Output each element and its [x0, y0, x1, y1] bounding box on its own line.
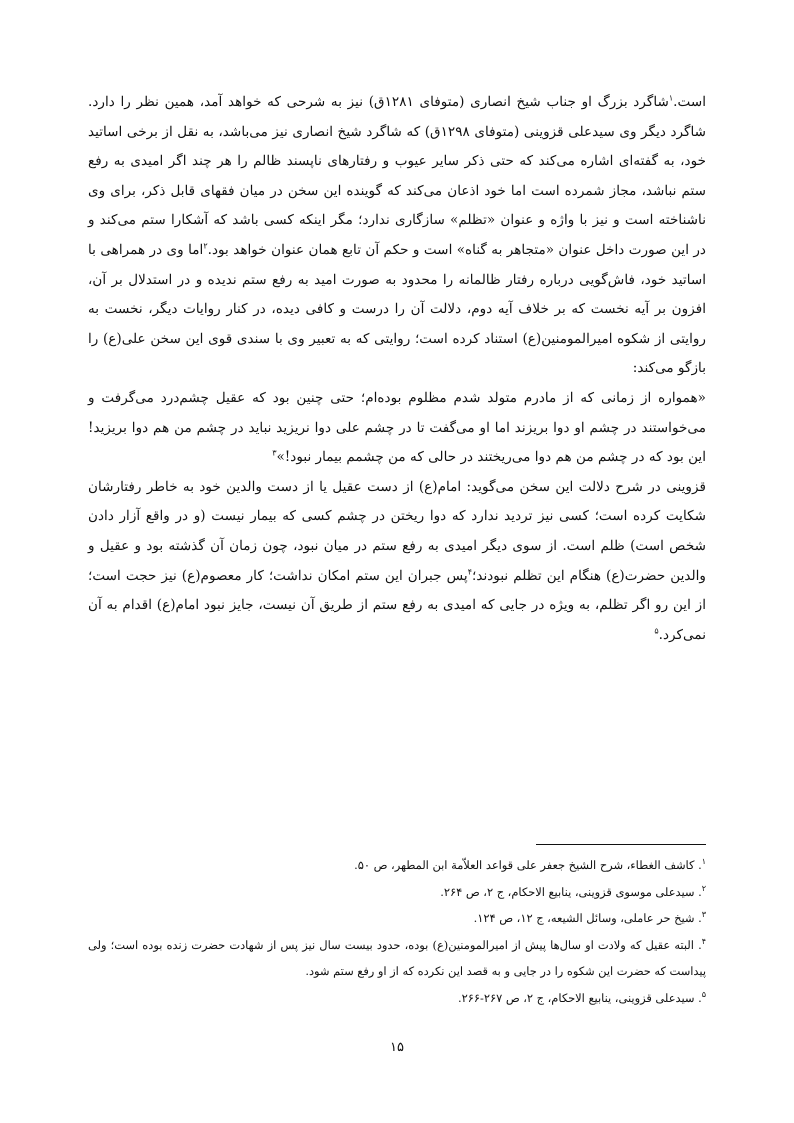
footnote-separator	[536, 844, 706, 845]
paragraph-text: است.	[673, 94, 707, 110]
body-paragraph	[88, 473, 706, 651]
body-paragraph	[88, 88, 706, 384]
paragraph-text: اما وی در همراهی با اساتید خود، فاش‌گویی درباره رفتار ظالمانه را محدود به صورت امید به رفع ستم ندیده و در استدلال بر آن، افزون بر آیه نخست که بر خلاف آیه دوم، دلالت آن را درست و کافی دیده، در کنار روایات دیگر، نخست به روایتی از شکوه امیرالمومنین(ع) استناد کرده است؛ روایتی که به تعبیر وی با سندی قوی این سخن علی(ع) را بازگو می‌کند:	[88, 241, 706, 377]
footnote-marker[interactable]: ۳	[272, 448, 277, 458]
body-paragraph	[88, 384, 706, 473]
footnote-text: . البته عقیل که ولادت او سال‌ها پیش از امیرالمومنین(ع) بوده، حدود بیست سال نیز پس از شهادت حضرت زنده بوده است؛ ولی پیداست که حضرت این شکوه را در جایی و به قصد این نکرده که از او رفع ستم شود.	[88, 937, 706, 979]
footnote-text: . کاشف الغطاء، شرح الشیخ جعفر علی قواعد العلاّمة ابن المطهر، ص ۵۰.	[354, 858, 702, 872]
footnote-marker[interactable]: ۴	[467, 566, 472, 576]
footnote-marker[interactable]: ۲	[203, 241, 208, 251]
footnote-item	[88, 852, 706, 879]
footnote-number: ۱	[701, 857, 706, 867]
footnote-item	[88, 905, 706, 932]
footnote-number: ۳	[701, 910, 706, 920]
body-text	[88, 88, 706, 650]
footnote-text: . سیدعلی موسوی قزوینی، ینابیع الاحکام، ج ۲، ص ۲۶۴.	[440, 884, 702, 899]
footnote-marker[interactable]: ۱	[668, 93, 674, 103]
paragraph-text: شاگرد بزرگ او جناب شیخ انصاری (متوفای ۱۲۸۱ق) نیز به شرحی که خواهد آمد، همین نظر را دارد. شاگرد دیگر وی سیدعلی قزوینی (متوفای ۱۲۹۸ق) که شاگرد شیخ انصاری نیز می‌باشد، به نقل از برخی اساتید خود، به گفته‌ای اشاره می‌کند که حتی ذکر سایر عیوب و رفتارهای ناپسند ظالم را هر چند اگر امیدی به رفع ستم نباشد، مجاز شمرده است اما خود اذعان می‌کند که گوینده این سخن در میان فقهای قابل ذکر، برای وی ناشناخته است و نیز با واژه و عنوان «تظلم» سازگاری ندارد؛ مگر اینکه کسی باشد که آشکارا ستم می‌کند و در این صورت داخل عنوان «متجاهر به گناه» است و حکم آن تابع همان عنوان خواهد بود.	[88, 94, 707, 258]
document-page	[88, 88, 706, 650]
footnote-number: ۴	[701, 936, 706, 946]
paragraph-text: پس جبران این ستم امکان نداشت؛ کار معصوم(ع) نیز حجت است؛ از این رو اگر تظلم، به ویژه در جایی که امیدی به رفع ستم از طریق آن نیست، جایز نبود امام(ع) اقدام به آن نمی‌کرد.	[88, 567, 706, 643]
paragraph-text: قزوینی در شرح دلالت این سخن می‌گوید: امام(ع) از دست عقیل یا از دست والدین خود به خاطر رفتارشان شکایت کرده است؛ کسی نیز تردید ندارد که دوا ریختن در چشم کسی که بیمار نیست (و در واقع آزار دادن شخص است) ظلم است. از سوی دیگر امیدی به رفع ستم در میان نبود، چون زمان آن گذشته بود و عقیل و والدین حضرت(ع) هنگام این تظلم نبودند؛	[88, 478, 706, 584]
footnote-marker[interactable]: ۵	[654, 626, 659, 636]
footnote-item	[88, 932, 706, 985]
page-number: ۱۵	[390, 1040, 404, 1055]
footnotes	[88, 852, 706, 1012]
footnote-item	[88, 985, 706, 1012]
footnote-item	[88, 879, 706, 906]
footnote-number: ۲	[701, 883, 706, 893]
paragraph-text: «همواره از زمانی که از مادرم متولد شدم مظلوم بوده‌ام؛ حتی چنین بود که عقیل چشم‌درد می‌گرفت و می‌خواستند در چشم او دوا بریزند اما او می‌گفت تا در چشم علی دوا نریزید نباید در چشم من هم دوا بریزید! این بود که در چشم من هم دوا می‌ریختند در حالی که من چشمم بیمار نبود!»	[88, 389, 706, 466]
footnote-number: ۵	[701, 990, 706, 1000]
footnote-text: . شیخ حر عاملی، وسائل الشیعه، ج ۱۲، ص ۱۲۴.	[473, 911, 702, 926]
footnote-text: . سیدعلی قزوینی، ینابیع الاحکام، ج ۲، ص ۲۶۷-۲۶۶.	[458, 990, 702, 1005]
